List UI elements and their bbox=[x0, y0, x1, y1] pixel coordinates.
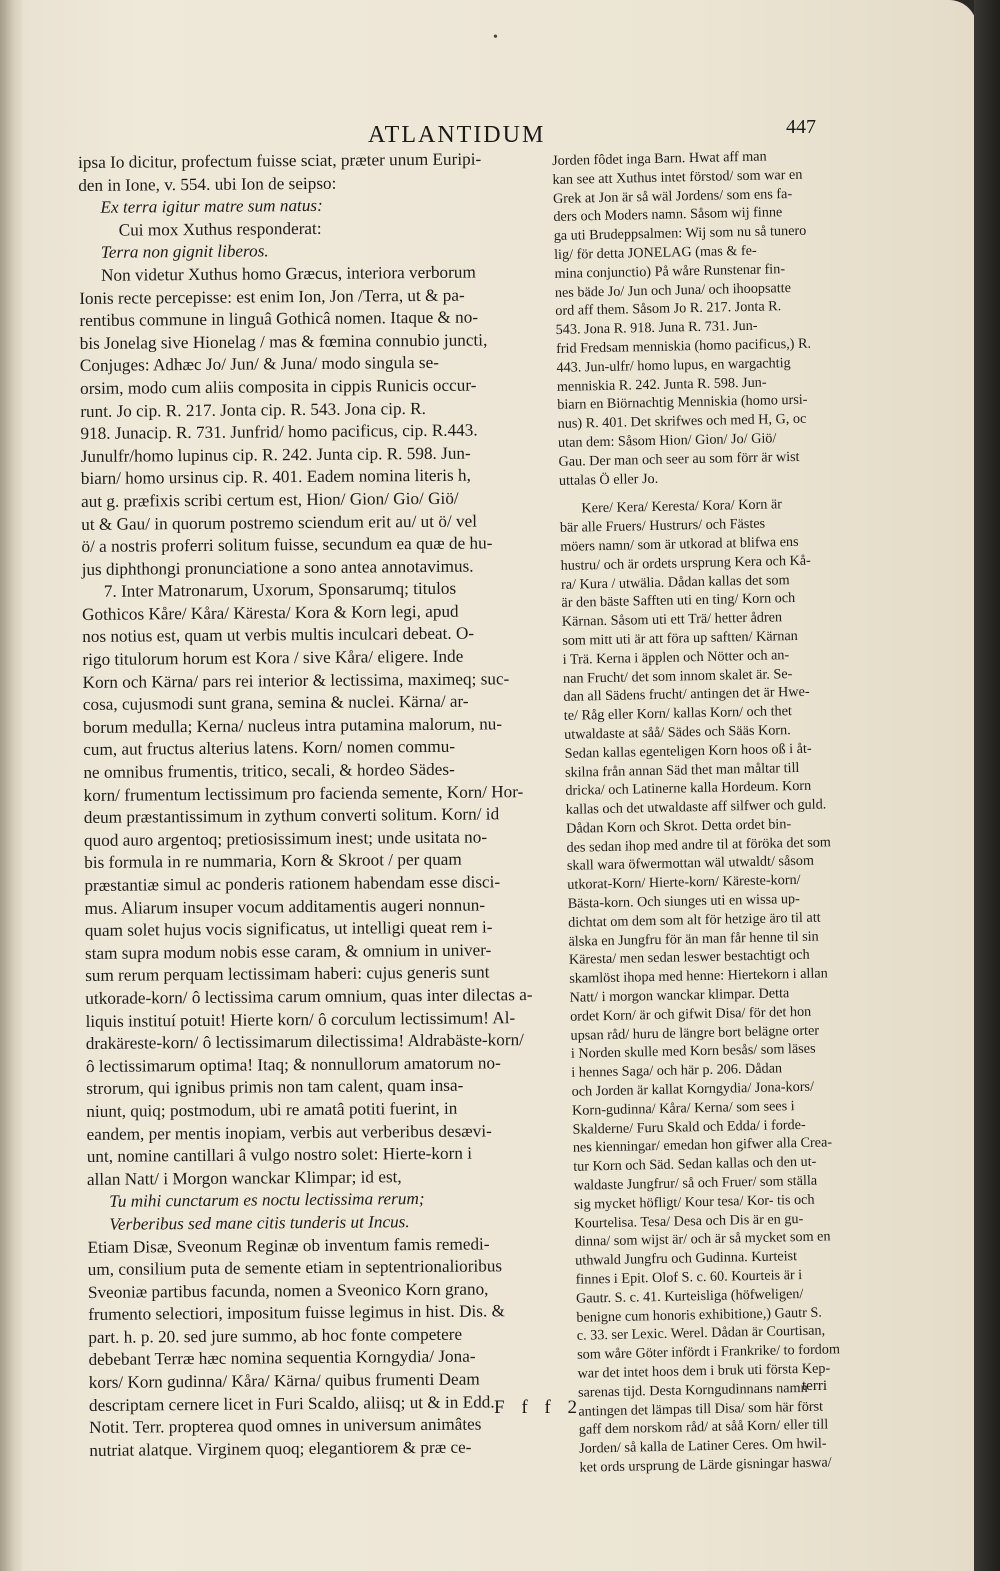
text-line: korn/ frumentum lectissimum pro facienda semente, Korn/ Hor- bbox=[83, 781, 524, 805]
text-line: Kere/ Kera/ Keresta/ Kora/ Korn är bbox=[581, 496, 783, 517]
text-line: Korn och Kärna/ pars rei interior & lectissima, maximeq; suc- bbox=[82, 668, 510, 692]
text-line: ut & Gau/ in quorum postremo sciendum erit au/ ut ö/ vel bbox=[81, 511, 478, 534]
text-line: benigne cum honoris exhibitione,) Gautr S. bbox=[576, 1304, 823, 1326]
text-line: 918. Junacip. R. 731. Junfrid/ homo pacificus, cip. R.443. bbox=[80, 420, 478, 444]
text-line: nan Frucht/ det som innom skalet är. Se- bbox=[562, 665, 793, 687]
text-line: nutriat alatque. Virginem quoq; elegantiorem & præ ce- bbox=[89, 1437, 472, 1460]
text-line: biarn en Biörnachtig Menniskia (homo ursi- bbox=[557, 392, 808, 414]
text-line: jus diphthongi pronunciatione a sono antea annotavimus. bbox=[81, 556, 474, 579]
text-line: quam solet hujus vocis significatus, ut intelligi queat rem i- bbox=[84, 917, 493, 941]
running-head: ATLANTIDUM bbox=[368, 122, 546, 148]
text-line: Korn-gudinna/ Kåra/ Kerna/ som sees i bbox=[571, 1097, 795, 1119]
text-line: skilna från annan Säd thet man måltar till bbox=[564, 759, 800, 781]
text-line: kan see att Xuthus intet förstod/ som war en bbox=[552, 166, 803, 188]
text-line: stam supra modum nobis esse caram, & omnium in univer- bbox=[84, 940, 492, 963]
text-line: præstantiæ simul ac ponderis rationem habendam esse disci- bbox=[84, 872, 501, 895]
text-line: nos notius est, quam ut verbis multis inculcari debeat. O- bbox=[82, 624, 475, 647]
text-line: skamlöst ihopa med henne: Hiertekorn i allan bbox=[569, 965, 828, 988]
ink-speck: • bbox=[493, 30, 498, 45]
text-line: nes bäde Jo/ Jun och Juna/ och ihoopsatte bbox=[554, 279, 792, 301]
text-line: uttalas Ö eller Jo. bbox=[558, 470, 659, 489]
text-line: finnes i Epit. Olof S. c. 60. Kourteis är i bbox=[575, 1267, 803, 1288]
text-line: antingen det lämpas till Disa/ som här först bbox=[578, 1398, 824, 1420]
catchword: terri bbox=[802, 1378, 827, 1394]
text-line: 543. Jona R. 918. Juna R. 731. Jun- bbox=[555, 317, 758, 339]
text-line: och Jorden är kallat Korngydia/ Jona-kors/ bbox=[571, 1078, 815, 1100]
text-line: sarenas tijd. Desta Korngudinnans namn bbox=[577, 1379, 808, 1401]
text-line: ordet Korn/ är och gifwit Disa/ för det hon bbox=[569, 1003, 812, 1025]
page-number: 447 bbox=[786, 116, 816, 138]
text-line: ord aff them. Såsom Jo R. 217. Jonta R. bbox=[555, 298, 782, 320]
text-line: Grek at Jon är så wäl Jordens/ som ens fa- bbox=[552, 185, 793, 207]
text-line: runt. Jo cip. R. 217. Jonta cip. R. 543. Jona cip. R. bbox=[80, 398, 426, 421]
text-line: i Trä. Kerna i äpplen och Nötter och an- bbox=[562, 646, 790, 668]
text-line: c. 33. ser Lexic. Werel. Dådan är Courtisan, bbox=[576, 1322, 826, 1345]
text-line: bär alle Fruers/ Hustrurs/ och Fästes bbox=[559, 515, 766, 537]
text-line: utkorade-korn/ ô lectissima carum omnium, quas inter dilectas a- bbox=[85, 985, 533, 1008]
book-gutter bbox=[0, 0, 24, 1571]
text-line: rentibus commune in linguâ Gothicâ nomen. Itaque & no- bbox=[79, 307, 479, 331]
text-line: um, consilium puta de semente etiam in septentrionalioribus bbox=[87, 1256, 503, 1280]
text-line: ô lectissimarum optima! Itaq; & nonnullorum amatorum no- bbox=[85, 1053, 501, 1076]
text-line: eandem, per mentis inopiam, verbis aut verberibus desævi- bbox=[86, 1120, 492, 1144]
text-line: Ex terra igitur matre sum natus: bbox=[100, 196, 323, 217]
text-line: bis formula in re nummaria, Korn & Skroot / per quam bbox=[84, 850, 462, 873]
text-line: biarn/ homo ursinus cip. R. 401. Eadem nomina literis h, bbox=[80, 465, 471, 489]
text-line: aut g. præfixis scribi certum est, Hion/ Gion/ Gio/ Giö/ bbox=[80, 488, 459, 511]
text-line: borum medulla; Kerna/ nucleus intra putamina malorum, nu- bbox=[82, 714, 503, 737]
text-line: Sedan kallas egenteligen Korn hoos oß i åt- bbox=[564, 740, 812, 762]
page-edge bbox=[974, 0, 1000, 1571]
text-line: ne omnibus frumentis, tritico, secali, & hordeo Sädes- bbox=[83, 759, 455, 783]
text-line: kallas och det utwaldaste aff silfwer och guld. bbox=[565, 796, 827, 818]
text-line: rigo titulorum horum est Kora / sive Kåra/ eligere. Inde bbox=[82, 646, 464, 670]
text-line: cosa, cujusmodi sunt grana, semina & nuclei. Kärna/ ar- bbox=[82, 691, 469, 715]
text-line: kors/ Korn gudinna/ Kåra/ Kärna/ quibus frumenti Deam bbox=[88, 1369, 480, 1393]
text-line: unt, nomine cantillari â vulgo nostro solet: Hierte-korn i bbox=[86, 1143, 473, 1167]
text-line: tur Korn och Säd. Sedan kallas och den ut- bbox=[573, 1153, 817, 1176]
text-line: Natt/ i morgon wanckar klimpar. Detta bbox=[569, 985, 790, 1006]
text-line: quod auro argentoq; pretiosissimum inest; unde usitata no- bbox=[83, 827, 488, 850]
text-line: mina conjunctio) På wåre Runstenar fin- bbox=[554, 260, 786, 282]
text-line: Conjuges: Adhæc Jo/ Jun/ & Juna/ modo singula se- bbox=[79, 353, 439, 376]
text-line: i Norden skulle med Korn besås/ som läses bbox=[570, 1041, 816, 1063]
text-line: Verberibus sed mane citis tunderis ut Incus. bbox=[109, 1212, 410, 1234]
text-line: Notit. Terr. propterea quod omnes in universum animâtes bbox=[89, 1414, 482, 1438]
text-line: utkorat-Korn/ Hierte-korn/ Käreste-korn/ bbox=[567, 872, 801, 894]
text-line: Gothicos Kåre/ Kåra/ Käresta/ Kora & Korn legi, apud bbox=[81, 601, 459, 624]
text-line: Junulfr/homo lupinus cip. R. 242. Junta cip. R. 598. Jun- bbox=[80, 443, 471, 466]
text-line: Non videtur Xuthus homo Græcus, interiora verborum bbox=[100, 262, 476, 285]
text-line: dricka/ och Latinerne kalla Hordeum. Korn bbox=[565, 778, 812, 800]
text-line: Kärnan. Såsom uti ett Trä/ hetter ådren bbox=[561, 609, 783, 631]
text-line: sum rerum perquam lectissimam haberi: cujus generis sunt bbox=[85, 962, 490, 986]
text-line: Ionis recte percepisse: est enim Ion, Jon /Terra, ut & pa- bbox=[79, 285, 465, 308]
text-line: Dådan Korn och Skrot. Detta ordet bin- bbox=[566, 816, 792, 837]
text-line: som wåre Göter infördt i Frankrike/ to fordom bbox=[577, 1341, 841, 1363]
text-line: som mitt uti är att föra up saftten/ Kärnan bbox=[562, 627, 798, 649]
text-line: descriptam cernere licet in Furi Scaldo, aliisq; ut & in Edd. bbox=[88, 1392, 495, 1415]
text-line: den in Ione, v. 554. ubi Ion de seipso: bbox=[78, 173, 337, 195]
text-line: dinna/ som wijst är/ och är så mycket som en bbox=[574, 1228, 831, 1251]
text-line: Sveoniæ partibus facunda, nomen a Sveonico Korn grano, bbox=[87, 1279, 489, 1302]
text-line: nus) R. 401. Det skrifwes och med H, G, oc bbox=[557, 410, 807, 433]
text-line: Käresta/ men sedan leswer bestachtigt och bbox=[568, 947, 810, 969]
text-line: bis Jonelag sive Hionelag / mas & fœmina connubio juncti, bbox=[79, 330, 488, 353]
text-line: menniskia R. 242. Junta R. 598. Jun- bbox=[556, 374, 767, 395]
text-line: uthwald Jungfru och Gudinna. Kurteist bbox=[575, 1248, 798, 1269]
text-line: ders och Moders namn. Såsom wij finne bbox=[553, 204, 783, 226]
text-line: mus. Aliarum insuper vocum additamentis augeri nonnun- bbox=[84, 895, 486, 918]
text-line: utwaldaste at såå/ Sädes och Sääs Korn. bbox=[564, 722, 791, 743]
text-line: Gautr. S. c. 41. Kurteisliga (höfweligen/ bbox=[575, 1285, 804, 1307]
text-line: cum, aut fructus alterius latens. Korn/ nomen commu- bbox=[83, 737, 456, 760]
text-line: frumento selectiori, impositum fuisse legimus in hist. Dis. & bbox=[88, 1301, 505, 1325]
text-line: niunt, quiq; postmodum, ubi re amatâ potiti fuerint, in bbox=[86, 1098, 458, 1121]
text-line: ra/ Kura / utwälia. Dådan kallas det som bbox=[560, 571, 790, 593]
text-line: 7. Inter Matronarum, Uxorum, Sponsarumq; titulos bbox=[103, 578, 457, 602]
text-line: Terra non gignit liberos. bbox=[100, 241, 269, 263]
text-line: älska en Jungfru för än man får henne til sin bbox=[568, 928, 819, 950]
text-line: Skalderne/ Furu Skald och Edda/ i forde- bbox=[572, 1116, 806, 1138]
text-line: allan Natt/ i Morgon wanckar Klimpar; id est, bbox=[86, 1166, 402, 1189]
text-line: strorum, qui ignibus primis non tam calent, quam insa- bbox=[86, 1076, 464, 1099]
text-line: är den bäste Safften uti en ting/ Korn och bbox=[561, 590, 796, 612]
text-line: utan dem: Såsom Hion/ Gion/ Jo/ Giö/ bbox=[557, 430, 777, 451]
text-line: möers namn/ som är utkorad at blifwa ens bbox=[560, 533, 799, 555]
text-line: Kourtelisa. Tesa/ Desa och Dis är en gu- bbox=[574, 1210, 804, 1232]
text-line: part. h. p. 20. sed jure summo, ab hoc fonte competere bbox=[88, 1324, 463, 1347]
text-line: Jorden/ så kalla de Latiner Ceres. Om hwil- bbox=[578, 1435, 827, 1457]
text-line: frid Fredsam menniskia (homo pacificus,) R. bbox=[555, 335, 812, 357]
swedish-column bbox=[552, 146, 864, 1476]
text-line: ket ords ursprung de Lärde gisningar haswa/ bbox=[579, 1454, 832, 1476]
text-line: war det intet hoos dem i bruk uti förstа Kep- bbox=[577, 1360, 831, 1382]
text-line: skall wara öfwermottan wäl utwaldt/ såsom bbox=[566, 853, 815, 875]
text-line: drakäreste-korn/ ô lectissimarum dilectissima! Aldrabäste-korn/ bbox=[85, 1030, 525, 1054]
text-line: 443. Jun-ulfr/ homo lupus, en wargachtig bbox=[556, 354, 791, 376]
text-line: orsim, modo cum aliis composita in cippis Runicis occur- bbox=[79, 375, 477, 398]
text-line: te/ Råg eller Korn/ kallas Korn/ och thet bbox=[563, 703, 793, 724]
text-line: Etiam Disæ, Sveonum Reginæ ob inventum famis remedi- bbox=[87, 1233, 490, 1257]
text-line: deum præstantissimum in zythum converti solitum. Korn/ id bbox=[83, 804, 500, 828]
text-line: waldaste Jungfrur/ så och Fruer/ som ställa bbox=[573, 1172, 818, 1194]
text-line: debebant Terræ hæc nomina sequentia Korngydia/ Jona- bbox=[88, 1347, 476, 1370]
text-line: Cui mox Xuthus responderat: bbox=[118, 218, 322, 240]
text-line: lig/ för detta JONELAG (mas & fe- bbox=[553, 242, 757, 263]
text-line: Jorden fôdet inga Barn. Hwat aff man bbox=[552, 148, 767, 169]
signature-mark: F f f 2 bbox=[494, 1397, 583, 1418]
text-line: ipsa Io dicitur, profectum fuisse sciat, præter unum Euripi- bbox=[78, 149, 482, 172]
text-line: Bästa-korn. Och siunges uti en wissa up- bbox=[567, 891, 800, 912]
text-line: nes kienningar/ emedan hon gifwer alla Crea- bbox=[572, 1134, 833, 1157]
text-line: dan all Sädens frucht/ antingen det är Hwe- bbox=[563, 684, 810, 706]
text-line: liquis instituí potuit! Hierte korn/ ô corculum lectissimum! Al- bbox=[85, 1007, 516, 1031]
text-line: gaff dem norskom råd/ at såå Korn/ eller till bbox=[578, 1416, 829, 1439]
text-line: Tu mihi cunctarum es noctu lectissima rerum; bbox=[109, 1189, 425, 1212]
text-line: ö/ a nostris proferri solitum fuisse, secundum ea quæ de hu- bbox=[81, 533, 493, 557]
text-line: des sedan ihop med andre til at förökа det som bbox=[566, 834, 832, 856]
text-line: Gau. Der man och seer au som förr är wist bbox=[558, 448, 800, 470]
text-line: sig mycket höfligt/ Kour tesa/ Kor- tis och bbox=[573, 1191, 815, 1213]
text-line: dichtat om dem som alt för hetzige äro til att bbox=[567, 909, 821, 931]
text-line: hustru/ och är ordets ursprung Kera och Kå- bbox=[560, 552, 811, 574]
text-line: ga uti Brudeppsalmen: Wij som nu så tunero bbox=[553, 222, 807, 245]
text-line: i hennes Saga/ och här p. 206. Dådan bbox=[571, 1060, 783, 1082]
text-line: upsan råd/ huru de längre bort belägne orter bbox=[570, 1022, 820, 1044]
